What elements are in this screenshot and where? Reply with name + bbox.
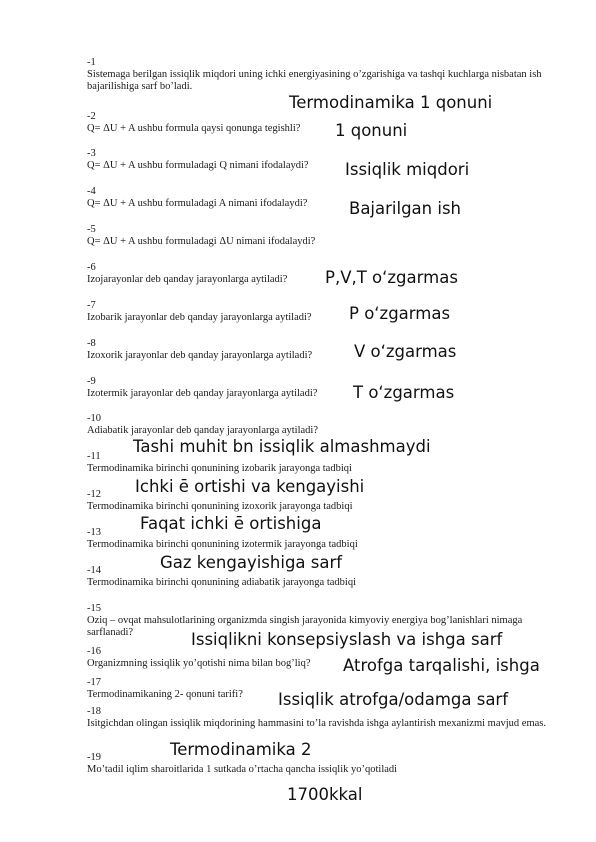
question-number: -9 — [87, 376, 96, 387]
question-number: -10 — [87, 413, 101, 424]
answer-10: Tashi muhit bn issiqlik almashmaydi — [133, 437, 431, 456]
question-number: -1 — [87, 57, 96, 68]
answer-19: 1700kkal — [287, 785, 363, 804]
question-6 — [87, 262, 557, 286]
answer-15: Issiqlikni konsepsiyslash va ishga sarf — [191, 630, 503, 649]
question-number: -15 — [87, 603, 101, 614]
question-text: Termodinamika birinchi qonunining izobarik jarayonga tadbiqi — [87, 463, 352, 474]
question-text: Q= ΔU + A ushbu formuladagi Q nimani ifodalaydi? — [87, 160, 309, 171]
question-5 — [87, 224, 557, 248]
question-10 — [87, 413, 557, 437]
question-text: Izotermik jarayonlar deb qanday jarayonlarga aytiladi? — [87, 388, 318, 399]
question-text: Oziq – ovqat mahsulotlarining organizmda singish jarayonida kimyoviy energiya bog’lanishlari nimaga sarflanadi? — [87, 615, 523, 638]
question-1 — [87, 57, 557, 93]
answer-6: P,V,T o‘zgarmas — [325, 268, 458, 287]
question-text: Q= ΔU + A ushbu formula qaysi qonunga tegishli? — [87, 123, 301, 134]
question-text: Termodinamika birinchi qonunining adiabatik jarayonga tadbiqi — [87, 577, 356, 588]
question-2 — [87, 111, 557, 135]
question-number: -4 — [87, 186, 96, 197]
question-number: -12 — [87, 489, 101, 500]
question-text: Sistemaga berilgan issiqlik miqdori uning ichki energiyasining o’zgarishiga va tashqi kuchlarga nisbatan ish bajarilishiga sarf bo’ladi. — [87, 69, 542, 92]
question-9 — [87, 376, 557, 400]
question-number: -6 — [87, 262, 96, 273]
answer-1: Termodinamika 1 qonuni — [289, 93, 493, 112]
answer-12: Faqat ichki ē ortishiga — [140, 514, 322, 533]
question-number: -3 — [87, 148, 96, 159]
answer-7: P o‘zgarmas — [349, 304, 451, 323]
question-8 — [87, 338, 557, 362]
question-text: Termodinamika birinchi qonunining izotermik jarayonga tadbiqi — [87, 539, 358, 550]
answer-2: 1 qonuni — [335, 121, 408, 140]
question-text: Adiabatik jarayonlar deb qanday jarayonlarga aytiladi? — [87, 425, 318, 436]
question-number: -14 — [87, 565, 101, 576]
question-text: Izoxorik jarayonlar deb qanday jarayonlarga aytiladi? — [87, 350, 313, 361]
question-text: Isitgichdan olingan issiqlik miqdorining hammasini to’la ravishda ishga aylantirish mexanizmi mavjud emas. — [87, 718, 547, 729]
answer-13: Gaz kengayishiga sarf — [160, 553, 343, 572]
answer-8: V o‘zgarmas — [354, 342, 457, 361]
question-number: -18 — [87, 706, 101, 717]
question-3 — [87, 148, 557, 172]
question-text: Mo’tadil iqlim sharoitlarida 1 sutkada o’rtacha qancha issiqlik yo’qotiladi — [87, 764, 398, 775]
question-number: -8 — [87, 338, 96, 349]
answer-18: Termodinamika 2 — [170, 740, 312, 759]
question-number: -17 — [87, 677, 101, 688]
question-number: -7 — [87, 300, 96, 311]
question-text: Organizmning issiqlik yo’qotishi nima bilan bog’liq? — [87, 658, 311, 669]
question-text: Izobarik jarayonlar deb qanday jarayonlarga aytiladi? — [87, 312, 312, 323]
question-number: -19 — [87, 752, 101, 763]
question-4 — [87, 186, 557, 210]
answer-17: Issiqlik atrofga/odamga sarf — [278, 690, 509, 709]
question-7 — [87, 300, 557, 324]
answer-3: Issiqlik miqdori — [345, 160, 470, 179]
question-number: -5 — [87, 224, 96, 235]
question-number: -11 — [87, 451, 101, 462]
question-number: -13 — [87, 527, 101, 538]
question-number: -2 — [87, 111, 96, 122]
answer-4: Bajarilgan ish — [349, 199, 462, 218]
question-text: Termodinamikaning 2- qonuni tarifi? — [87, 689, 243, 700]
answer-11: Ichki ē ortishi va kengayishi — [135, 477, 365, 496]
question-text: Izojarayonlar deb qanday jarayonlarga aytiladi? — [87, 274, 288, 285]
question-text: Q= ΔU + A ushbu formuladagi ΔU nimani ifodalaydi? — [87, 236, 316, 247]
question-text: Q= ΔU + A ushbu formuladagi A nimani ifodalaydi? — [87, 198, 308, 209]
question-number: -16 — [87, 646, 101, 657]
answer-16: Atrofga tarqalishi, ishga — [343, 656, 540, 675]
answer-9: T o‘zgarmas — [353, 383, 455, 402]
question-19 — [87, 752, 557, 776]
question-text: Termodinamika birinchi qonunining izoxorik jarayonga tadbiqi — [87, 501, 353, 512]
